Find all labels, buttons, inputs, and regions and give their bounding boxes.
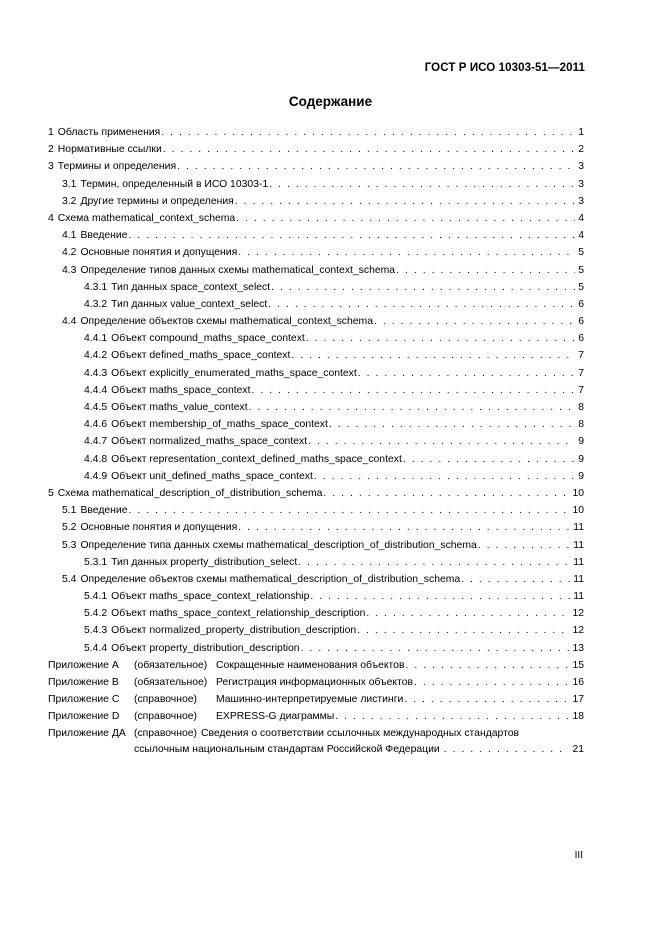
toc-number: 3 (48, 161, 54, 173)
leader-dots (414, 674, 569, 691)
leader-dots (396, 262, 575, 279)
toc-label: Другие термины и определения (80, 195, 234, 207)
toc-label: Нормативные ссылки (57, 144, 162, 156)
appendix-type: (справочное) (134, 727, 197, 739)
page-title: Содержание (288, 94, 373, 109)
toc-number: 4.4.9 (84, 470, 108, 482)
leader-dots (301, 640, 570, 657)
leader-dots (357, 622, 569, 639)
toc-label: Объект membership_of_maths_space_context (111, 419, 328, 431)
leader-dots (238, 519, 570, 536)
toc-page-number: 9 (578, 453, 584, 465)
toc-number: 3.1 (62, 178, 77, 190)
leader-dots (405, 657, 569, 674)
toc-label: Объект maths_space_context_relationship (111, 591, 310, 603)
toc-label: Объект explicitly_enumerated_maths_space_context (111, 367, 357, 379)
toc-page-number: 6 (578, 298, 584, 310)
appendix-label: EXPRESS-G диаграммы (216, 711, 335, 723)
appendix-label: Регистрация информационных объектов (216, 677, 414, 688)
toc-entry[interactable] (48, 193, 584, 210)
leader-dots (374, 313, 575, 330)
toc-entry[interactable] (48, 158, 584, 175)
leader-dots (335, 708, 569, 725)
toc-entry[interactable] (48, 382, 584, 399)
toc-page-number: 10 (572, 505, 584, 517)
document-code: ГОСТ Р ИСО 10303-51—2011 (424, 62, 585, 74)
leader-dots (298, 554, 570, 571)
toc-page-number: 11 (573, 522, 584, 534)
appendix-name: Приложение D (48, 711, 120, 723)
leader-dots (251, 382, 575, 399)
toc-page-number: 9 (578, 436, 584, 448)
toc-number: 5.2 (62, 522, 77, 534)
toc-entry[interactable] (48, 176, 584, 193)
toc-number: 5.1 (62, 505, 77, 517)
toc-page-number: 16 (572, 677, 584, 688)
toc-page-number: 5 (578, 264, 584, 276)
toc-entry[interactable] (48, 279, 584, 296)
toc-number: 4.4.6 (84, 419, 108, 431)
leader-dots (269, 176, 575, 193)
toc-page-number: 13 (572, 642, 584, 654)
toc-page-number: 3 (578, 161, 584, 173)
appendix-type: (обязательное) (134, 677, 208, 688)
leader-dots (163, 141, 575, 158)
toc-label: Тип данных value_context_select (111, 298, 268, 310)
toc-entry[interactable] (48, 227, 584, 244)
toc-entry[interactable] (48, 433, 584, 450)
toc-entry[interactable] (48, 571, 584, 588)
toc-page-number: 6 (578, 333, 584, 345)
toc-entry[interactable] (48, 640, 584, 657)
toc-number: 4.4.1 (84, 333, 108, 345)
toc-label: Определение типа данных схемы mathematical_description_of_distribution_schema (80, 539, 477, 551)
toc-entry[interactable] (48, 124, 584, 141)
toc-label: Объект unit_defined_maths_space_context (111, 470, 313, 482)
toc-number: 4.4 (62, 316, 77, 328)
toc-page-number: 8 (578, 419, 584, 431)
toc-number: 4.4.7 (84, 436, 108, 448)
toc-entry[interactable] (48, 141, 584, 158)
toc-entry[interactable] (48, 210, 584, 227)
toc-entry[interactable] (48, 262, 584, 279)
leader-dots (306, 330, 575, 347)
toc-appendix[interactable] (48, 674, 584, 691)
toc-entry[interactable] (48, 537, 584, 554)
toc-entry[interactable] (48, 485, 584, 502)
table-of-contents (48, 124, 584, 758)
toc-label: Основные понятия и допущения (80, 247, 238, 259)
toc-page-number: 12 (572, 625, 584, 637)
toc-entry[interactable] (48, 330, 584, 347)
toc-number: 5.4.1 (84, 591, 108, 603)
leader-dots (236, 210, 575, 227)
toc-label: Определение объектов схемы mathematical_description_of_distribution_schema (80, 573, 461, 585)
appendix-type: (справочное) (134, 711, 197, 723)
toc-entry[interactable] (48, 365, 584, 382)
toc-label: Объект maths_space_context (111, 384, 251, 396)
toc-page-number: 4 (578, 230, 584, 242)
toc-label: Тип данных property_distribution_select (111, 556, 298, 568)
toc-number: 4.3 (62, 264, 77, 276)
toc-page-number: 3 (578, 178, 584, 190)
leader-dots (249, 399, 576, 416)
toc-page-number: 11 (573, 591, 584, 603)
leader-dots (238, 244, 575, 261)
toc-label: Схема mathematical_description_of_distribution_schema (57, 487, 323, 499)
leader-dots (366, 605, 569, 622)
toc-page-number: 9 (578, 470, 584, 482)
leader-dots (177, 158, 575, 175)
toc-entry[interactable] (48, 416, 584, 433)
toc-entry[interactable] (48, 451, 584, 468)
toc-label: Объект property_distribution_description (111, 642, 300, 654)
appendix-label-line1: Сведения о соответствии ссылочных международных стандартов (200, 727, 520, 739)
toc-number: 4 (48, 212, 54, 224)
toc-number: 4.4.2 (84, 350, 108, 362)
toc-appendix[interactable] (48, 657, 584, 674)
toc-entry[interactable] (48, 588, 584, 605)
toc-entry[interactable] (48, 399, 584, 416)
toc-number: 5.3.1 (84, 556, 108, 568)
toc-appendix-da[interactable] (48, 726, 584, 758)
toc-label: Объект compound_maths_space_context (111, 333, 305, 345)
toc-page-number: 6 (578, 316, 584, 328)
leader-dots (268, 296, 575, 313)
toc-entry[interactable] (48, 244, 584, 261)
toc-page-number: 8 (578, 402, 584, 413)
toc-number: 5.3 (62, 539, 77, 551)
toc-label: Термины и определения (57, 161, 177, 173)
toc-label: Термин, определенный в ИСО 10303-1 (80, 178, 269, 190)
toc-number: 5.4.3 (84, 625, 108, 637)
leader-dots (323, 485, 569, 502)
leader-dots (129, 502, 570, 519)
appendix-label: Сокращенные наименования объектов (216, 659, 405, 671)
toc-entry[interactable] (48, 347, 584, 364)
leader-dots (329, 416, 575, 433)
toc-page-number: 10 (572, 487, 584, 499)
toc-page-number: 11 (573, 573, 584, 585)
toc-number: 4.4.3 (84, 367, 108, 379)
toc-number: 5.4 (62, 573, 77, 585)
toc-number: 5.4.2 (84, 608, 108, 620)
leader-dots (358, 365, 575, 382)
leader-dots (129, 227, 576, 244)
toc-entry[interactable] (48, 519, 584, 536)
appendix-name: Приложение А (48, 659, 119, 671)
toc-number: 4.2 (62, 247, 77, 259)
toc-label: Объект normalized_maths_space_context (111, 436, 308, 448)
page-number: III (574, 850, 583, 861)
leader-dots (461, 571, 570, 588)
toc-label: Определение объектов схемы mathematical_context_schema (80, 316, 373, 328)
toc-label: Основные понятия и допущения (80, 522, 238, 534)
leader-dots (478, 537, 570, 554)
toc-page-number: 18 (572, 711, 584, 723)
leader-dots (308, 433, 575, 450)
toc-page-number: 17 (572, 694, 584, 706)
toc-number: 4.4.4 (84, 384, 108, 396)
appendix-label-line2: ссылочным национальным стандартам Российской Федерации (134, 743, 440, 755)
toc-page-number: 5 (578, 247, 584, 259)
toc-page-number: 21 (572, 743, 584, 755)
leader-dots (404, 691, 569, 708)
toc-number: 5 (48, 487, 54, 499)
toc-page-number: 3 (578, 195, 584, 207)
toc-number: 1 (48, 127, 54, 138)
toc-page-number: 1 (578, 127, 584, 138)
toc-label: Определение типов данных схемы mathematical_context_schema (80, 264, 396, 276)
toc-entry[interactable] (48, 468, 584, 485)
toc-entry[interactable] (48, 622, 584, 639)
toc-appendix[interactable] (48, 691, 584, 708)
toc-page-number: 11 (573, 539, 584, 551)
toc-number: 4.3.1 (84, 281, 108, 293)
toc-number: 3.2 (62, 195, 77, 207)
toc-label: Область применения (57, 127, 161, 138)
appendix-type: (справочное) (134, 694, 197, 706)
toc-page-number: 2 (578, 144, 584, 156)
leader-dots (271, 279, 575, 296)
toc-number: 4.3.2 (84, 298, 108, 310)
toc-label: Введение (80, 505, 128, 517)
toc-page-number: 15 (572, 659, 584, 671)
toc-label: Схема mathematical_context_schema (57, 212, 236, 224)
toc-number: 5.4.4 (84, 642, 108, 654)
toc-label: Объект defined_maths_space_context (111, 350, 291, 362)
leader-dots (161, 124, 575, 141)
toc-entry[interactable] (48, 605, 584, 622)
leader-dots (314, 468, 575, 485)
appendix-type: (обязательное) (134, 659, 208, 671)
toc-label: Объект normalized_property_distribution_description (111, 625, 357, 637)
leader-dots (444, 741, 570, 758)
toc-label: Объект maths_space_context_relationship_description (111, 608, 366, 620)
toc-number: 4.4.8 (84, 453, 108, 465)
toc-number: 4.1 (62, 230, 77, 242)
appendix-label: Машинно-интерпретируемые листинги (216, 694, 404, 706)
leader-dots (235, 193, 575, 210)
toc-page-number: 7 (578, 350, 584, 362)
appendix-name: Приложение ДА (48, 727, 126, 739)
toc-entry[interactable] (48, 502, 584, 519)
toc-page-number: 11 (573, 556, 584, 568)
leader-dots (310, 588, 570, 605)
appendix-name: Приложение С (48, 694, 120, 706)
toc-page-number: 7 (578, 384, 584, 396)
toc-label: Объект maths_value_context (111, 402, 248, 413)
toc-page-number: 12 (572, 608, 584, 620)
toc-label: Введение (80, 230, 128, 242)
toc-number: 2 (48, 144, 54, 156)
toc-label: Тип данных space_context_select (111, 281, 271, 293)
toc-entry[interactable] (48, 313, 584, 330)
toc-label: Объект representation_context_defined_maths_space_context (111, 453, 402, 465)
toc-page-number: 5 (578, 281, 584, 293)
toc-entry[interactable] (48, 296, 584, 313)
toc-page-number: 4 (578, 212, 584, 224)
leader-dots (291, 347, 575, 364)
appendix-name: Приложение В (48, 677, 119, 688)
toc-entry[interactable] (48, 554, 584, 571)
leader-dots (403, 451, 575, 468)
toc-appendix[interactable] (48, 708, 584, 725)
toc-page-number: 7 (578, 367, 584, 379)
toc-number: 4.4.5 (84, 402, 108, 413)
